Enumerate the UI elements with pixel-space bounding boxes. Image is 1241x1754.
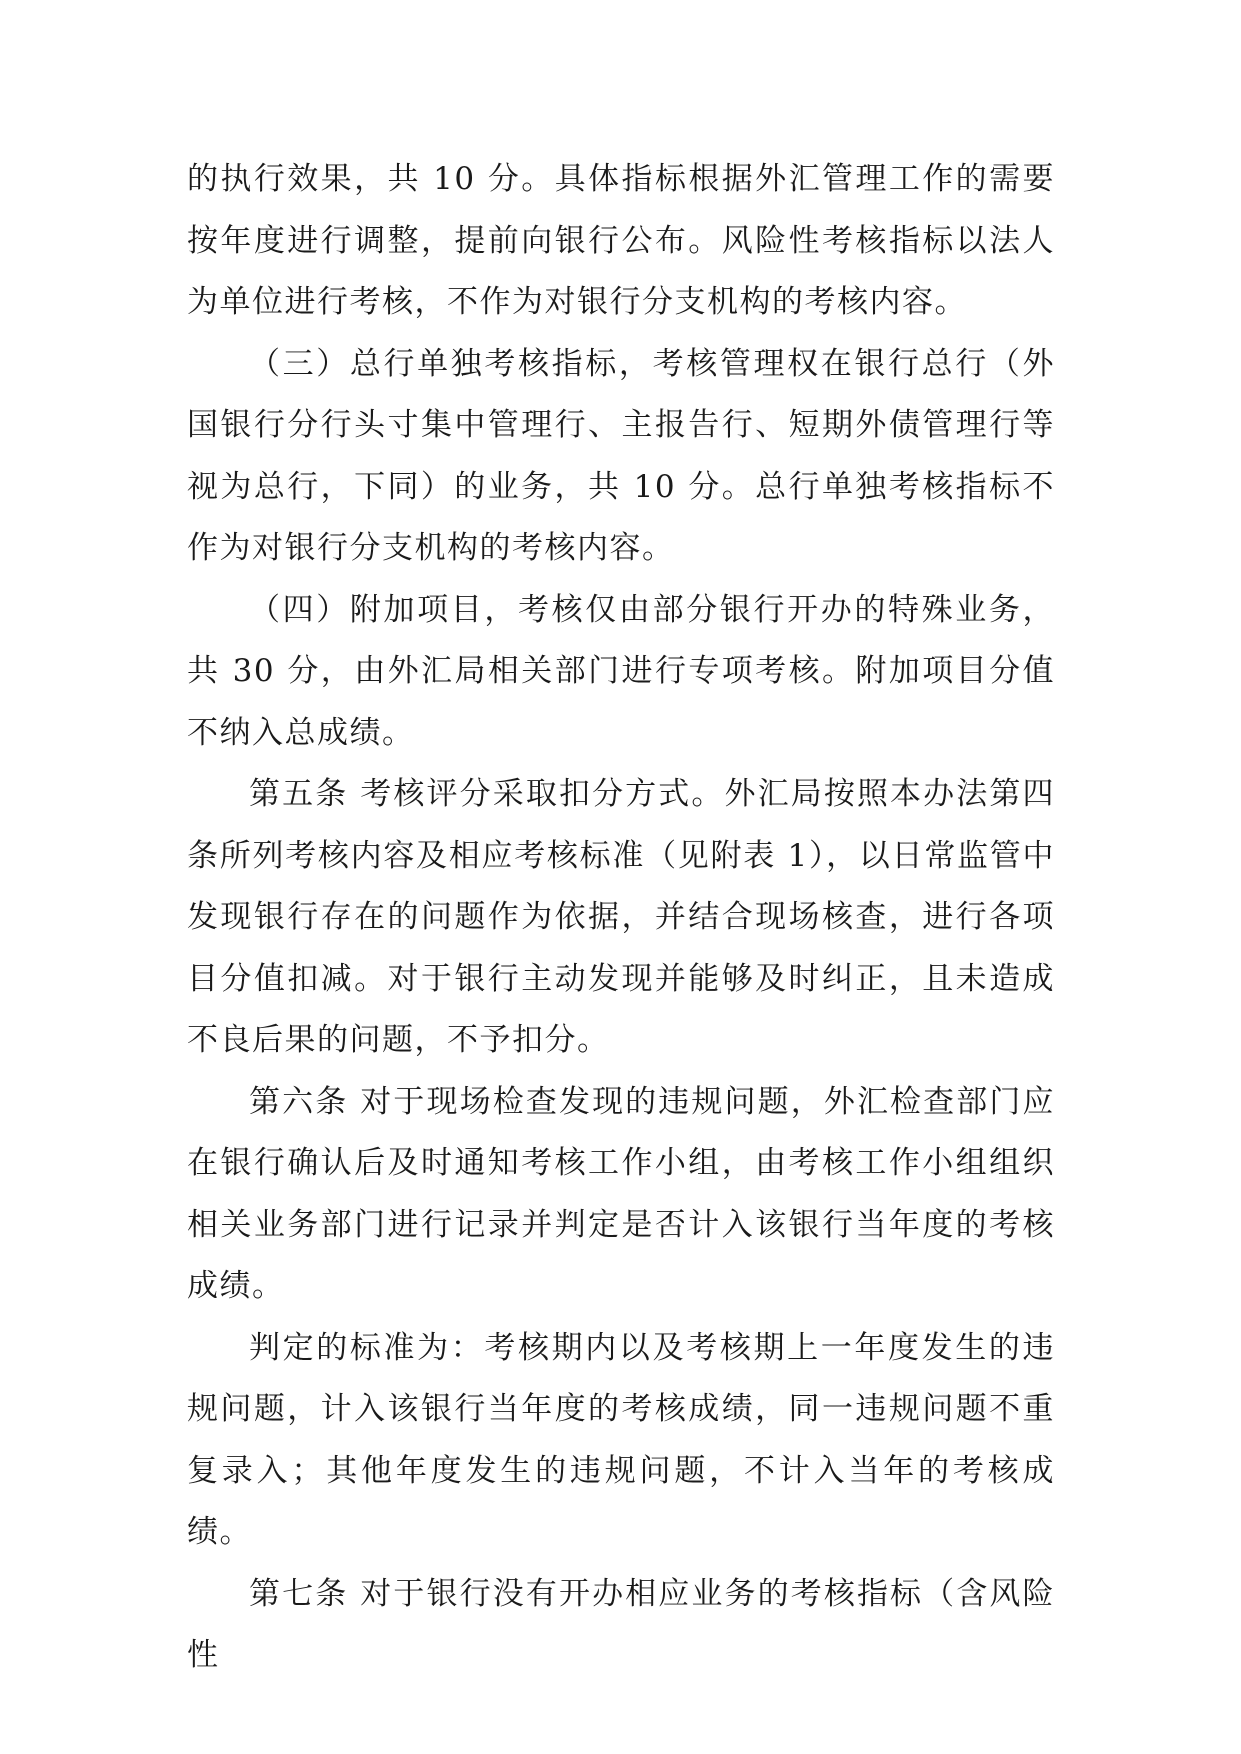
paragraph-head-office-indicators: （三）总行单独考核指标，考核管理权在银行总行（外国银行分行头寸集中管理行、主报告行、短期外债管理行等视为总行，下同）的业务，共 10 分。总行单独考核指标不作为对银行分支机构的考核内容。 <box>187 345 1055 566</box>
paragraph-article-6: 第六条 对于现场检查发现的违规问题，外汇检查部门应在银行确认后及时通知考核工作小组，由考核工作小组组织相关业务部门进行记录并判定是否计入该银行当年度的考核成绩。 <box>187 1083 1055 1304</box>
paragraph-additional-items: （四）附加项目，考核仅由部分银行开办的特殊业务，共 30 分，由外汇局相关部门进行专项考核。附加项目分值不纳入总成绩。 <box>187 591 1055 751</box>
document-body <box>187 149 1055 1687</box>
paragraph-execution-effect: 的执行效果，共 10 分。具体指标根据外汇管理工作的需要按年度进行调整，提前向银行公布。风险性考核指标以法人为单位进行考核，不作为对银行分支机构的考核内容。 <box>187 161 1055 320</box>
paragraph-judgement-standard: 判定的标准为：考核期内以及考核期上一年度发生的违规问题，计入该银行当年度的考核成绩，同一违规问题不重复录入；其他年度发生的违规问题，不计入当年的考核成绩。 <box>187 1329 1055 1550</box>
paragraph-article-7: 第七条 对于银行没有开办相应业务的考核指标（含风险性 <box>187 1575 1055 1673</box>
paragraph-article-5: 第五条 考核评分采取扣分方式。外汇局按照本办法第四条所列考核内容及相应考核标准（见附表 1），以日常监管中发现银行存在的问题作为依据，并结合现场核查，进行各项目分值扣减。对于银行主动发现并能够及时纠正，且未造成不良后果的问题，不予扣分。 <box>187 776 1055 1058</box>
